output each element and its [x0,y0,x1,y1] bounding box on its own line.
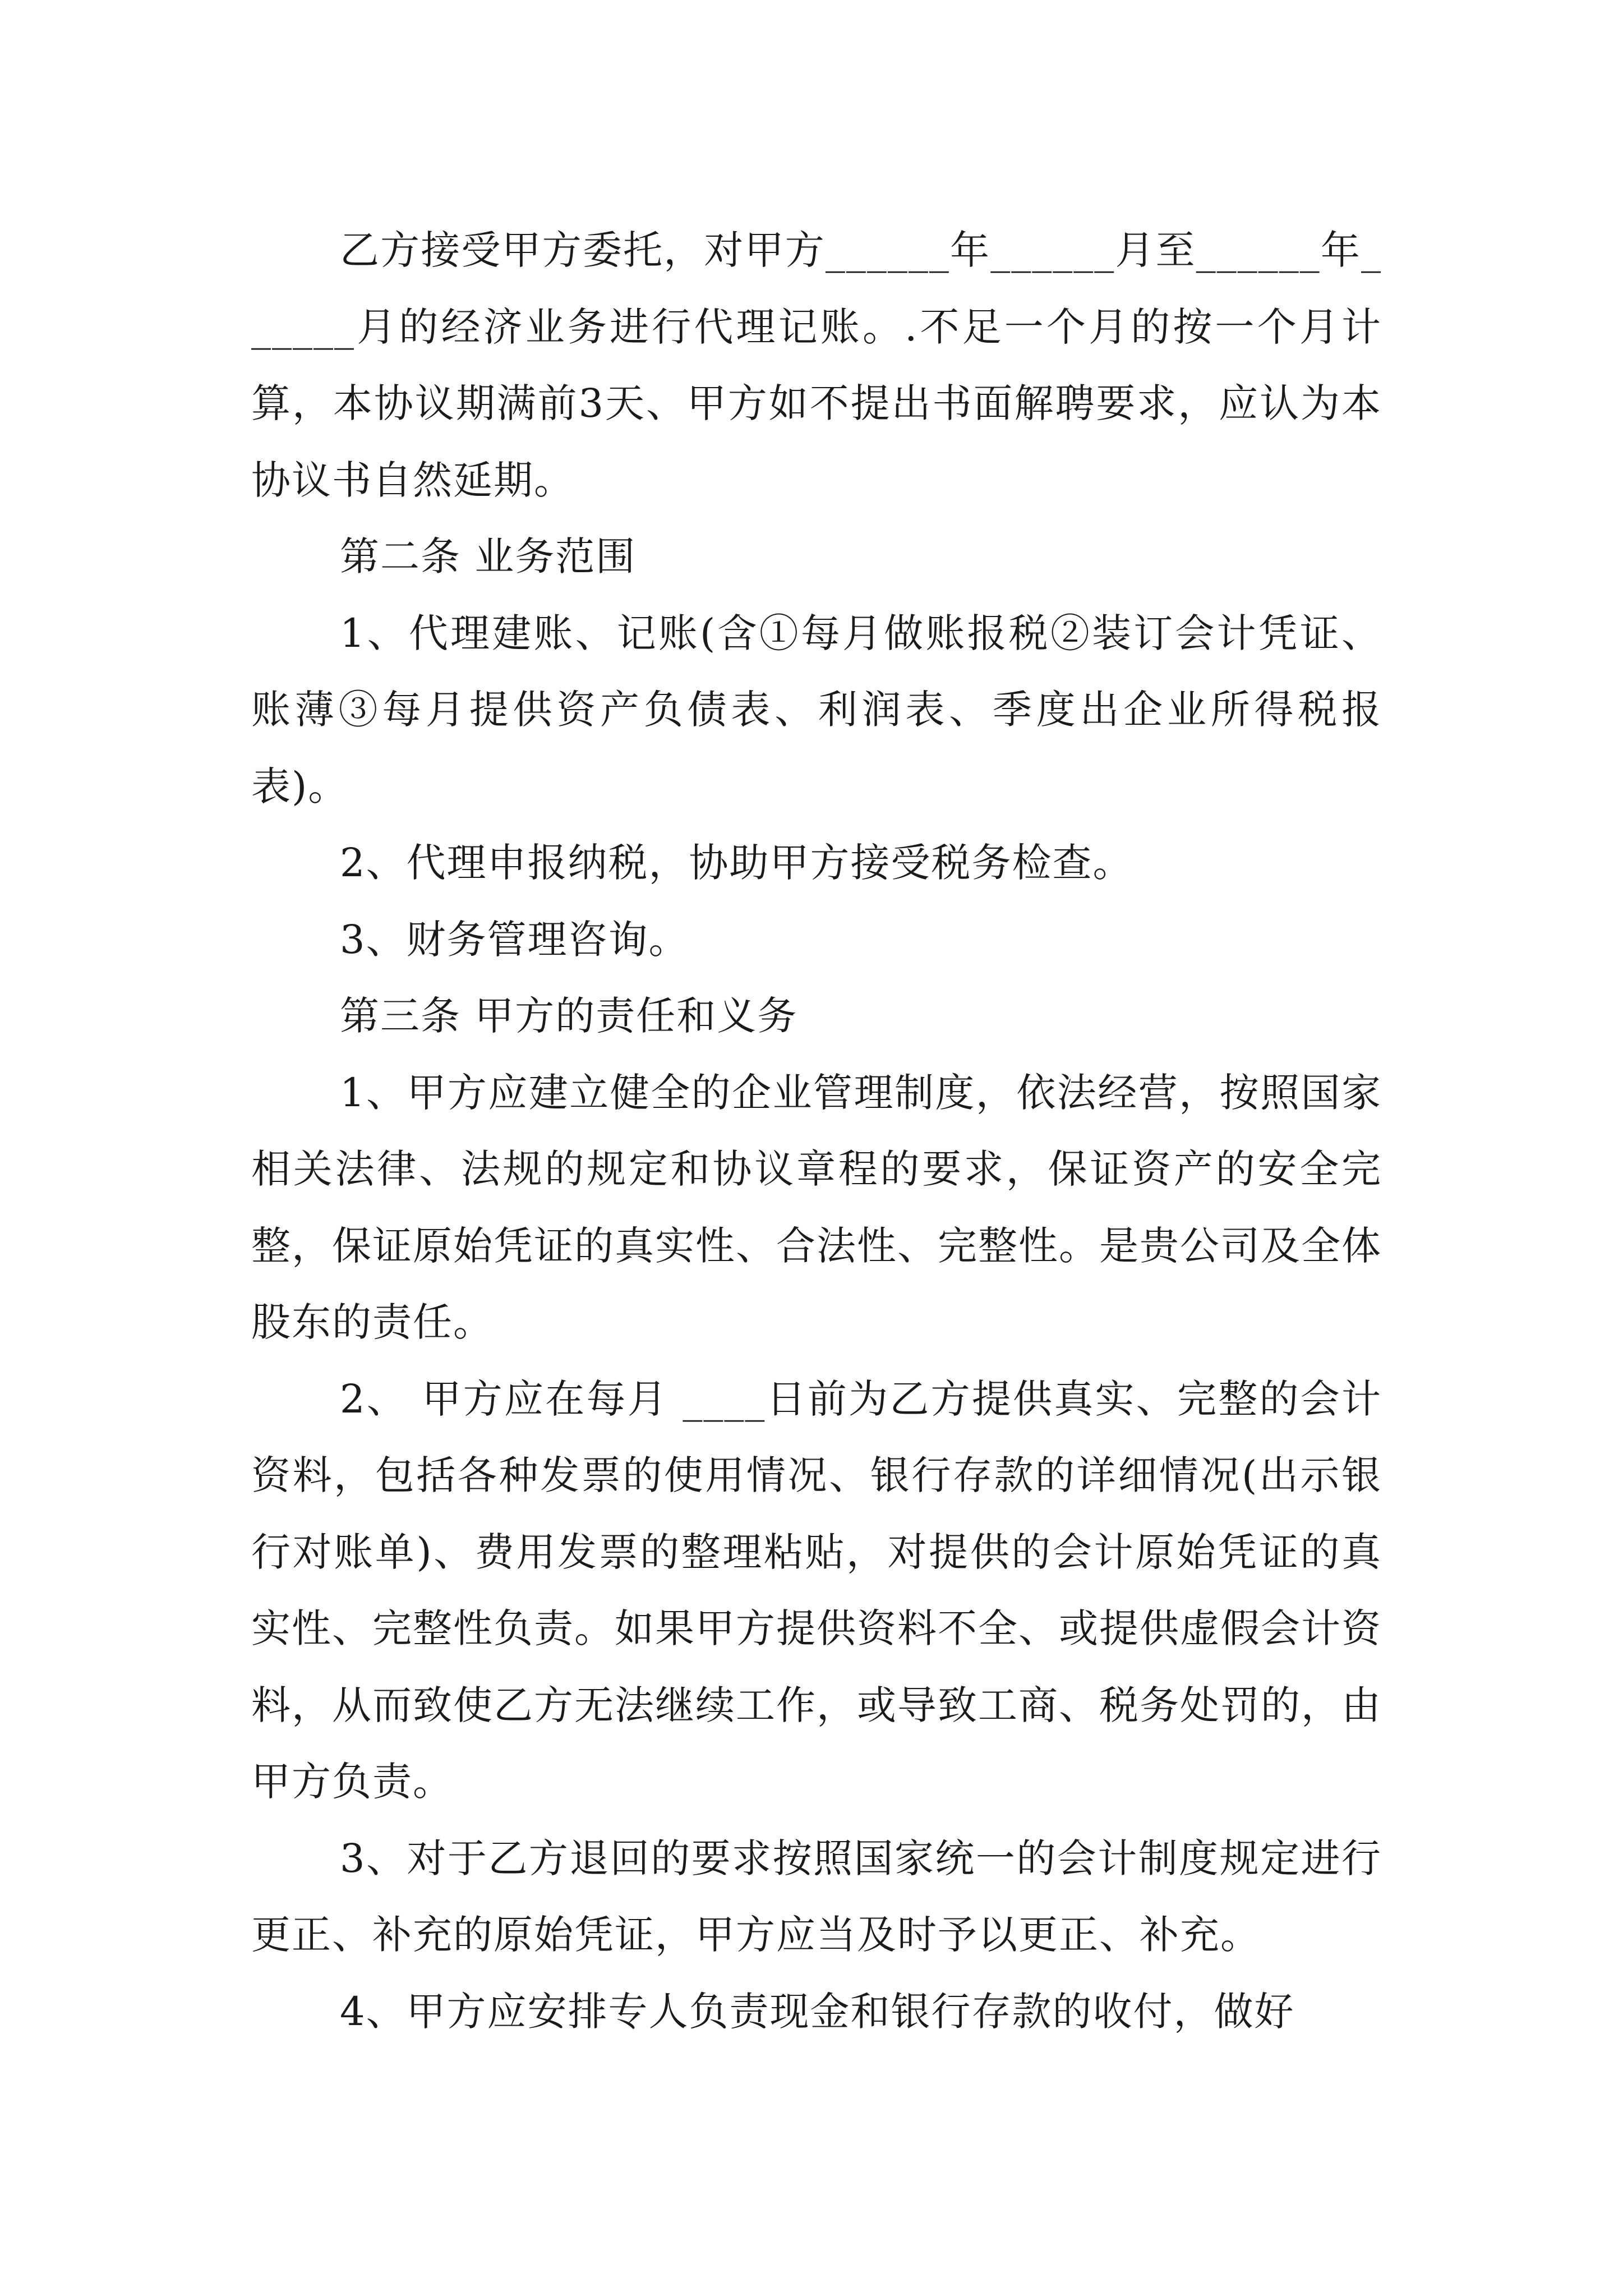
article-2-heading: 第二条 业务范围 [340,533,637,579]
party-a-duty-1: 1、甲方应建立健全的企业管理制度，依法经营，按照国家相关法律、法规的规定和协议章程的要求，保证资产的安全完整，保证原始凭证的真实性、合法性、完整性。是贵公司及全体股东的责任。 [251,1069,1382,1345]
scope-item-1: 1、代理建账、记账(含①每月做账报税②装订会计凭证、账薄③每月提供资产负债表、利润表、季度出企业所得税报表)。 [251,610,1382,809]
party-a-duty-4: 4、甲方应安排专人负责现金和银行存款的收付，做好 [340,1988,1295,2035]
party-a-duty-2: 2、 甲方应在每月 ____日前为乙方提供真实、完整的会计资料，包括各种发票的使用情况、银行存款的详细情况(出示银行对账单)、费用发票的整理粘贴，对提供的会计原始凭证的真实性、完整性负责。如果甲方提供资料不全、或提供虚假会计资料，从而致使乙方无法继续工作，或导致工商、税务处罚的，由甲方负责。 [251,1375,1382,1805]
party-a-duty-3: 3、对于乙方退回的要求按照国家统一的会计制度规定进行更正、补充的原始凭证，甲方应当及时予以更正、补充。 [251,1835,1382,1958]
paragraph-entrustment-period: 乙方接受甲方委托，对甲方______年______月至______年______月的经济业务进行代理记账。.不足一个月的按一个月计算，本协议期满前3天、甲方如不提出书面解聘要求，应认为本协议书自然延期。 [251,227,1382,503]
article-3-heading: 第三条 甲方的责任和义务 [340,993,798,1039]
scope-item-3: 3、财务管理咨询。 [340,916,689,963]
scope-item-2: 2、代理申报纳税，协助甲方接受税务检查。 [340,840,1133,886]
document-body [251,212,1382,2050]
